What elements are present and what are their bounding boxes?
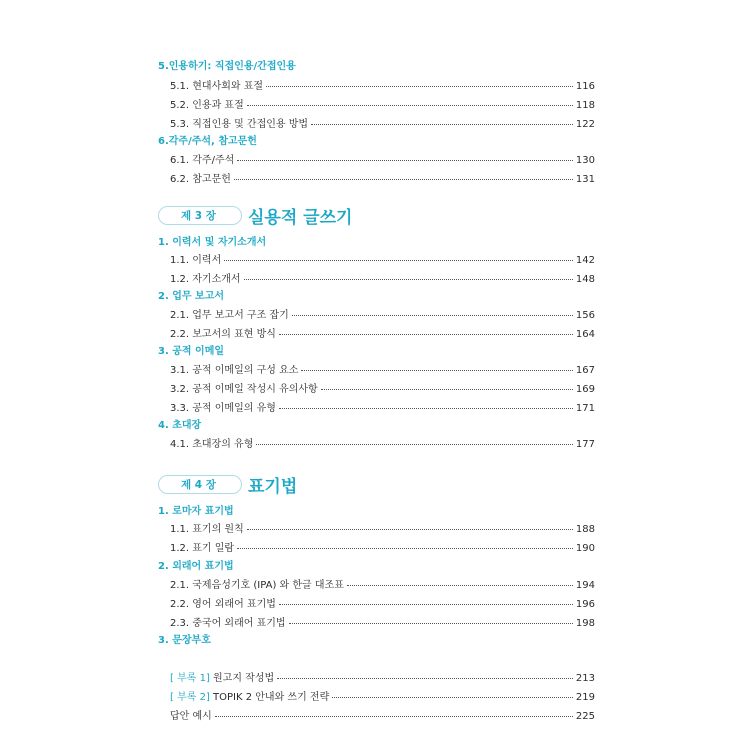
leader-dots — [279, 334, 573, 335]
entry-label: 5.2. 인용과 표절 — [170, 100, 244, 111]
section-heading: 6.각주/주석, 참고문헌 — [158, 136, 257, 147]
entry-label: 5.1. 현대사회와 표절 — [170, 81, 264, 92]
entry-page: 131 — [575, 174, 595, 185]
leader-dots — [247, 105, 573, 106]
entry-page: 213 — [575, 673, 595, 684]
entry-page: 177 — [575, 439, 595, 450]
appendix-label: 원고지 작성법 — [209, 673, 275, 684]
leader-dots — [247, 529, 573, 530]
entry-label: 6.2. 참고문헌 — [170, 174, 231, 185]
appendix-entry — [170, 707, 595, 722]
entry-page: 167 — [575, 365, 595, 376]
appendix-label: 답안 예시 — [170, 711, 212, 722]
section-heading: 3. 공적 이메일 — [158, 346, 225, 357]
toc-entry — [170, 251, 595, 266]
entry-page: 196 — [575, 599, 595, 610]
entry-page: 122 — [575, 119, 595, 130]
appendix-entry — [170, 688, 595, 703]
entry-label: 4.1. 초대장의 유형 — [170, 439, 254, 450]
entry-page: 198 — [575, 618, 595, 629]
entry-page: 148 — [575, 274, 595, 285]
section-heading: 5.인용하기: 직접인용/간접인용 — [158, 61, 296, 72]
entry-label: 2.2. 영어 외래어 표기법 — [170, 599, 276, 610]
entry-page: 225 — [575, 711, 595, 722]
leader-dots — [256, 444, 573, 445]
entry-label: 3.1. 공적 이메일의 구성 요소 — [170, 365, 299, 376]
toc-entry — [170, 435, 595, 450]
toc-entry — [170, 614, 595, 629]
chapter-tag: 제 3 장 — [158, 206, 242, 225]
leader-dots — [347, 585, 573, 586]
appendix-tag: [ 부록 1] — [170, 673, 210, 684]
leader-dots — [279, 408, 573, 409]
entry-page: 116 — [575, 81, 595, 92]
toc-entry — [170, 115, 595, 130]
entry-page: 130 — [575, 155, 595, 166]
appendix-entry — [170, 669, 595, 684]
entry-label: 6.1. 각주/주석 — [170, 155, 235, 166]
entry-label: 1.2. 자기소개서 — [170, 274, 241, 285]
section-heading: 2. 외래어 표기법 — [158, 561, 234, 572]
toc-entry — [170, 77, 595, 92]
section-heading: 1. 이력서 및 자기소개서 — [158, 237, 267, 248]
entry-label: 1.1. 이력서 — [170, 255, 222, 266]
leader-dots — [277, 678, 573, 679]
toc-entry — [170, 380, 595, 395]
entry-page: 194 — [575, 580, 595, 591]
leader-dots — [237, 160, 573, 161]
entry-page: 190 — [575, 543, 595, 554]
chapter-title: 표기법 — [248, 477, 298, 497]
entry-label — [170, 707, 212, 722]
entry-label: 2.3. 중국어 외래어 표기법 — [170, 618, 286, 629]
leader-dots — [279, 604, 573, 605]
chapter-header — [158, 472, 297, 497]
toc-entry — [170, 399, 595, 414]
entry-label: 1.1. 표기의 원칙 — [170, 524, 244, 535]
entry-label: 2.2. 보고서의 표현 방식 — [170, 329, 276, 340]
toc-entry — [170, 270, 595, 285]
leader-dots — [289, 623, 573, 624]
entry-page: 118 — [575, 100, 595, 111]
appendix-label: TOPIK 2 안내와 쓰기 전략 — [209, 692, 330, 703]
entry-page: 156 — [575, 310, 595, 321]
entry-label: 2.1. 업무 보고서 구조 잡기 — [170, 310, 289, 321]
entry-page: 142 — [575, 255, 595, 266]
section-heading: 1. 로마자 표기법 — [158, 506, 234, 517]
chapter-tag: 제 4 장 — [158, 475, 242, 494]
toc-entry — [170, 576, 595, 591]
leader-dots — [244, 279, 573, 280]
leader-dots — [237, 548, 573, 549]
toc-entry — [170, 306, 595, 321]
entry-label: 3.3. 공적 이메일의 유형 — [170, 403, 276, 414]
section-heading: 3. 문장부호 — [158, 635, 211, 646]
entry-label — [170, 688, 329, 703]
chapter-title: 실용적 글쓰기 — [248, 208, 353, 228]
leader-dots — [301, 370, 573, 371]
leader-dots — [321, 389, 573, 390]
toc-entry — [170, 151, 595, 166]
leader-dots — [215, 716, 573, 717]
toc-entry — [170, 539, 595, 554]
section-heading: 2. 업무 보고서 — [158, 291, 225, 302]
toc-entry — [170, 520, 595, 535]
entry-page: 171 — [575, 403, 595, 414]
leader-dots — [266, 86, 573, 87]
entry-page: 164 — [575, 329, 595, 340]
toc-entry — [170, 595, 595, 610]
entry-label — [170, 669, 274, 684]
leader-dots — [292, 315, 573, 316]
section-heading: 4. 초대장 — [158, 420, 202, 431]
toc-entry — [170, 325, 595, 340]
toc-entry — [170, 361, 595, 376]
appendix-tag: [ 부록 2] — [170, 692, 210, 703]
leader-dots — [224, 260, 573, 261]
entry-label: 3.2. 공적 이메일 작성시 유의사항 — [170, 384, 318, 395]
entry-label: 1.2. 표기 일람 — [170, 543, 235, 554]
toc-entry — [170, 170, 595, 185]
entry-label: 2.1. 국제음성기호 (IPA) 와 한글 대조표 — [170, 580, 344, 591]
toc-entry — [170, 96, 595, 111]
leader-dots — [332, 697, 573, 698]
entry-page: 219 — [575, 692, 595, 703]
chapter-header — [158, 203, 352, 228]
entry-page: 188 — [575, 524, 595, 535]
leader-dots — [311, 124, 573, 125]
entry-label: 5.3. 직접인용 및 간접인용 방법 — [170, 119, 309, 130]
leader-dots — [234, 179, 573, 180]
entry-page: 169 — [575, 384, 595, 395]
